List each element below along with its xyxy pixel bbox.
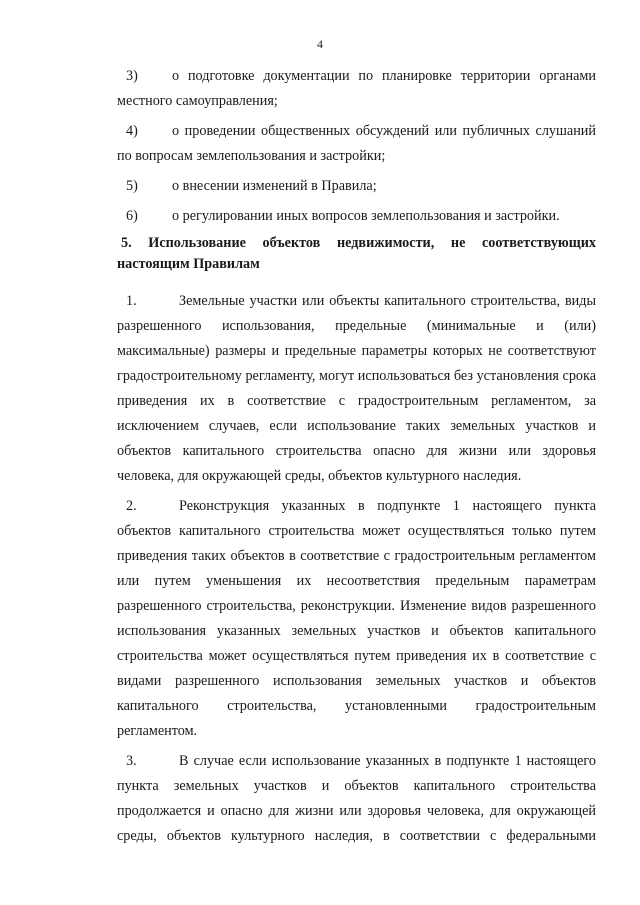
paragraph (117, 494, 596, 744)
section-heading (117, 233, 596, 275)
list-item (117, 64, 596, 114)
list-item-number: 4) (126, 123, 138, 139)
paragraph-text: Реконструкция указанных в подпункте 1 настоящего пункта объектов капитального строительства может осуществляться только путем приведения таких объектов в соответствие с градостроительным регламентом или путем уменьшения их несоответствия предельным параметрам разрешенного строительства, реконструкции. Изменение видов разрешенного использования указанных земельных участков и объектов капитального строительства может осуществляться путем приведения их в соответствие с видами разрешенного использования земельных участков и объектов капитального строительства, установленными градостроительным регламентом. (117, 498, 596, 739)
list-item (117, 174, 596, 199)
list-item-text: о регулировании иных вопросов землепользования и застройки. (172, 208, 560, 224)
list-item-number: 6) (126, 208, 138, 224)
list-item-number: 5) (126, 178, 138, 194)
list-item-text: о проведении общественных обсуждений или публичных слушаний по вопросам землепользования и застройки; (117, 123, 596, 164)
paragraph (117, 289, 596, 489)
paragraph-number: 3. (126, 753, 137, 769)
page-number: 4 (317, 37, 323, 51)
paragraph-number: 1. (126, 293, 137, 309)
list-item-text: о внесении изменений в Правила; (172, 178, 377, 194)
section-title: Использование объектов недвижимости, не соответствующих настоящим Правилам (117, 235, 596, 272)
list-item (117, 204, 596, 229)
list-item-text: о подготовке документации по планировке территории органами местного самоуправления; (117, 68, 596, 109)
paragraph-text: Земельные участки или объекты капитального строительства, виды разрешенного использования, предельные (минимальные и (или) максимальные) размеры и предельные параметры которых не соответствуют градостроительному регламенту, могут использоваться без установления срока приведения их в соответствие с градостроительным регламентом, за исключением случаев, если использование таких земельных участков и объектов капитального строительства опасно для жизни или здоровья человека, для окружающей среды, объектов культурного наследия. (117, 293, 596, 484)
list-item (117, 119, 596, 169)
list-item-number: 3) (126, 68, 138, 84)
paragraph-text: В случае если использование указанных в подпункте 1 настоящего пункта земельных участков и объектов капитального строительства продолжается и опасно для жизни или здоровья человека, для окружающей среды, объектов культурного наследия, в соответствии с федеральными (117, 753, 596, 844)
paragraph (117, 749, 596, 849)
section-number: 5. (121, 235, 132, 251)
document-body (117, 64, 596, 849)
paragraph-number: 2. (126, 498, 137, 514)
